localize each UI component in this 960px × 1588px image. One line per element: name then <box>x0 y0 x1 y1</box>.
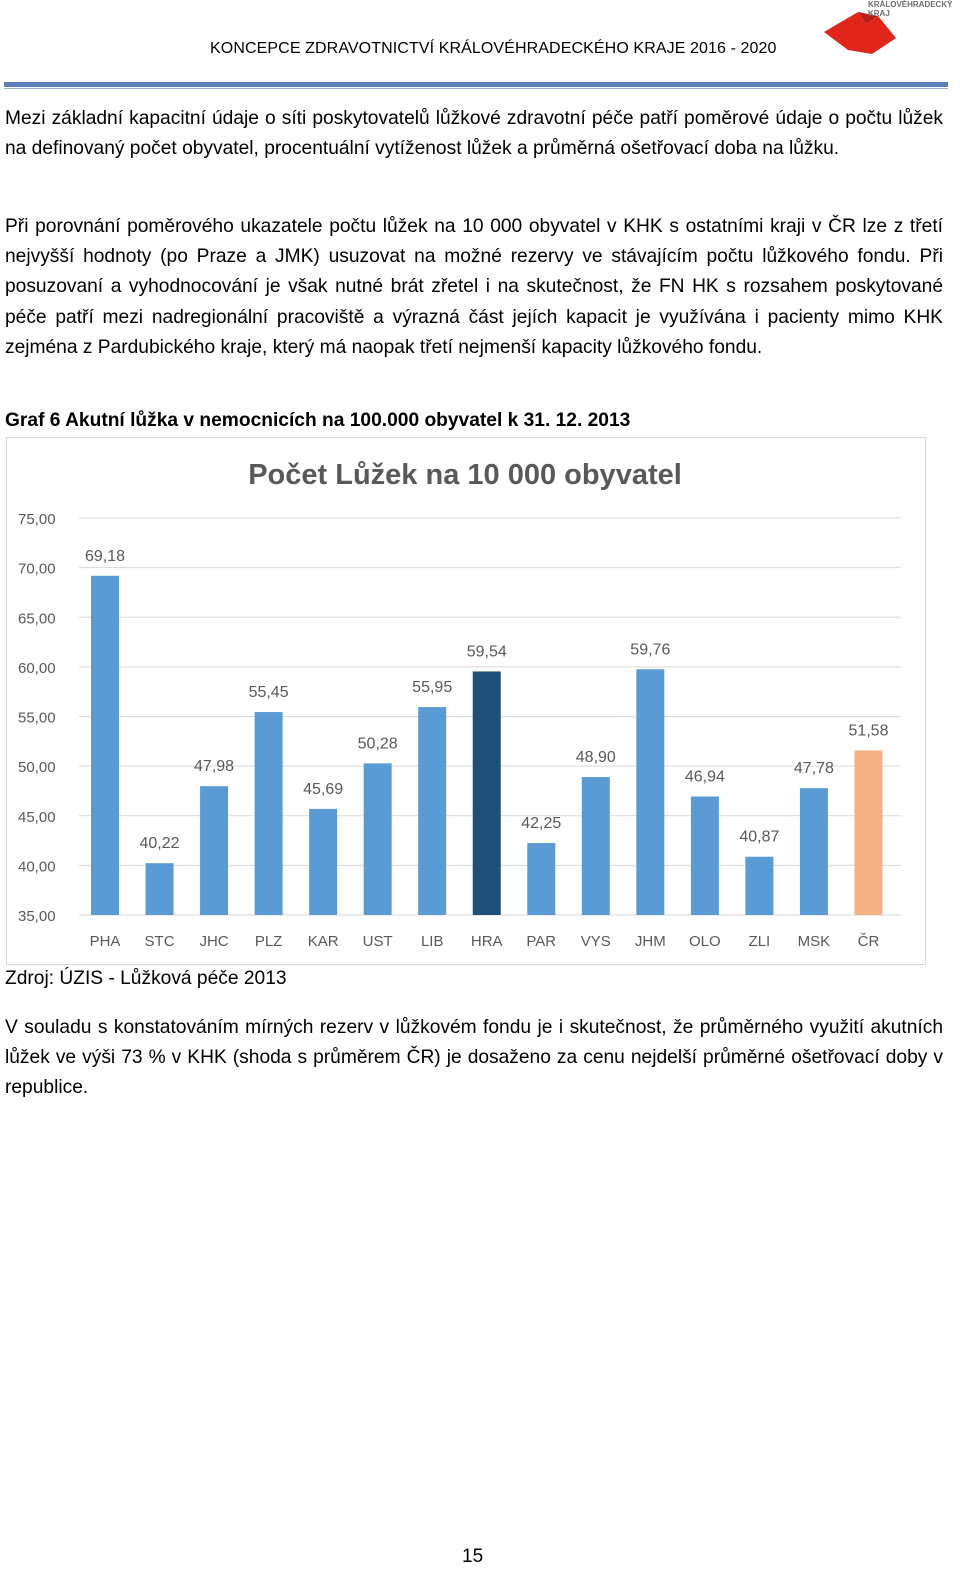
data-label: 45,69 <box>303 780 344 798</box>
bar-vys <box>582 777 610 915</box>
data-label: 50,28 <box>357 735 398 753</box>
document-header-title: KONCEPCE ZDRAVOTNICTVÍ KRÁLOVÉHRADECKÉHO KRAJE 2016 - 2020 <box>210 40 777 57</box>
bar-jhm <box>636 669 664 915</box>
page-number: 15 <box>462 1546 484 1567</box>
bar-pha <box>91 576 119 915</box>
data-label: 55,95 <box>412 679 453 697</box>
data-label: 40,22 <box>139 835 180 853</box>
bar-zli <box>745 857 773 915</box>
x-tick-label: OLO <box>689 933 721 950</box>
bar-chart-svg <box>7 438 925 964</box>
chart-source: Zdroj: ÚZIS - Lůžková péče 2013 <box>5 968 287 989</box>
x-tick-label: ZLI <box>748 933 771 950</box>
x-tick-label: ČR <box>857 933 880 950</box>
paragraph-conclusion: V souladu s konstatováním mírných rezerv v lůžkovém fondu je i skutečnost, že průměrného využití akutních lůžek ve výši 73 % v KHK (shoda s průměrem ČR) je dosaženo za cenu nejdelší průměrné ošetřovací doby v republice. <box>5 1017 943 1099</box>
paragraph-intro: Mezi základní kapacitní údaje o síti poskytovatelů lůžkové zdravotní péče patří poměrové údaje o počtu lůžek na definovaný počet obyvatel, procentuální vytíženost lůžek a průměrná ošetřovací doba na lůžku. <box>5 108 943 160</box>
data-label: 42,25 <box>521 815 562 833</box>
chart-caption: Graf 6 Akutní lůžka v nemocnicích na 100.000 obyvatel k 31. 12. 2013 <box>5 410 631 431</box>
data-label: 51,58 <box>848 722 889 740</box>
y-tick-label: 40,00 <box>18 858 56 876</box>
bar-ust <box>364 763 392 915</box>
y-tick-label: 55,00 <box>18 709 56 727</box>
data-label: 48,90 <box>575 749 616 767</box>
bar-čr <box>854 750 882 915</box>
header-rule <box>4 82 948 87</box>
x-tick-label: PAR <box>526 933 557 950</box>
bar-lib <box>418 707 446 915</box>
header-rule-thin <box>4 88 948 89</box>
x-tick-label: PHA <box>89 933 121 950</box>
bar-par <box>527 843 555 915</box>
bar-stc <box>146 863 174 915</box>
y-tick-label: 60,00 <box>18 659 56 677</box>
logo-text-line1: KRÁLOVÉHRADECKÝ <box>868 0 953 9</box>
data-label: 59,76 <box>630 641 671 659</box>
y-tick-label: 45,00 <box>18 808 56 826</box>
x-tick-label: KAR <box>307 933 339 950</box>
chart-title: Počet Lůžek na 10 000 obyvatel <box>248 459 682 491</box>
y-tick-label: 50,00 <box>18 759 56 777</box>
data-label: 40,87 <box>739 828 780 846</box>
y-tick-label: 70,00 <box>18 560 56 578</box>
data-label: 47,98 <box>194 758 235 776</box>
y-tick-label: 75,00 <box>18 511 56 528</box>
x-tick-label: JHM <box>634 933 666 950</box>
x-tick-label: HRA <box>470 933 503 950</box>
y-tick-label: 35,00 <box>18 908 56 925</box>
y-tick-label: 65,00 <box>18 610 56 628</box>
x-tick-label: MSK <box>797 933 831 950</box>
x-tick-label: STC <box>144 933 175 950</box>
data-label: 46,94 <box>684 768 725 786</box>
data-label: 59,54 <box>466 643 507 661</box>
x-tick-label: UST <box>362 933 393 950</box>
bar-olo <box>691 796 719 915</box>
data-label: 47,78 <box>793 760 834 778</box>
bar-hra <box>473 671 501 915</box>
x-tick-label: LIB <box>420 933 444 950</box>
logo-text-line2: KRAJ <box>868 9 890 18</box>
bar-msk <box>800 788 828 915</box>
x-tick-label: VYS <box>580 933 611 950</box>
data-label: 69,18 <box>84 547 126 565</box>
paragraph-comparison: Při porovnání poměrového ukazatele počtu lůžek na 10 000 obyvatel v KHK s ostatními kraji v ČR lze z třetí nejvyšší hodnoty (po Praze a JMK) usuzovat na možné rezervy ve stávajícím počtu lůžkového fondu. Při posuzovaní a vyhodnocování je však nutné brát zřetel i na skutečnost, že FN HK s rozsahem poskytované péče patří mezi nadregionální pracoviště a výrazná část jejích kapacit je využívána i pacienty mimo KHK zejména z Pardubického kraje, který má naopak třetí nejmenší kapacity lůžkového fondu. <box>5 216 943 358</box>
bar-plz <box>255 712 283 915</box>
bar-kar <box>309 809 337 915</box>
x-tick-label: PLZ <box>254 933 283 950</box>
bar-jhc <box>200 786 228 915</box>
bar-chart <box>6 437 926 965</box>
logo-text <box>868 0 952 18</box>
x-tick-label: JHC <box>199 933 229 950</box>
data-label: 55,45 <box>248 684 289 702</box>
